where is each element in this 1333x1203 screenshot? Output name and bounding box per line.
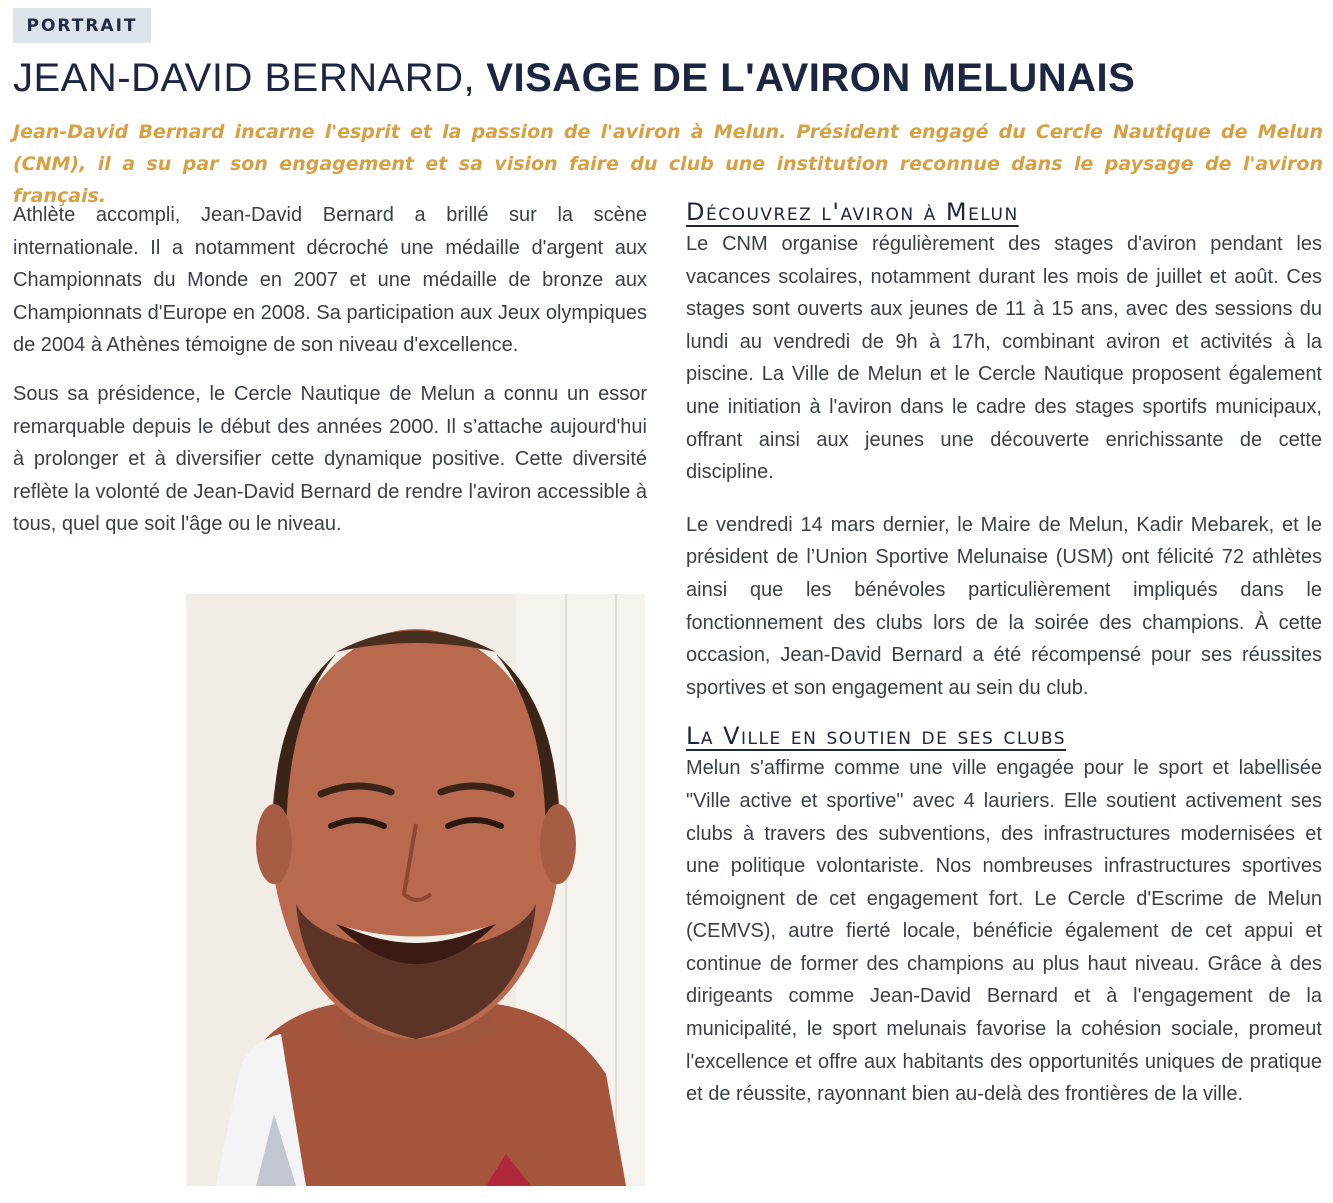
body-paragraph: Athlète accompli, Jean-David Bernard a brillé sur la scène internationale. Il a notamment décroché une médaille d'argent aux Championnats du Monde en 2007 et une médaille de bronze aux Championnats d'Europe en 2008. Sa participation aux Jeux olympiques de 2004 à Athènes témoigne de son niveau d'excellence. [13, 204, 647, 357]
left-column [13, 199, 647, 541]
portrait-photo [186, 594, 645, 1186]
body-paragraph: Melun s'affirme comme une ville engagée pour le sport et labellisée "Ville active et sportive" avec 4 lauriers. Elle soutient activement ses clubs à travers des subventions, des infrastructures modernisées et une politique volontariste. Nos nombreuses infrastructures sportives témoignent de cet engagement fort. Le Cercle d'Escrime de Melun (CEMVS), autre fierté locale, bénéficie également de cet appui et continue de former des champions au plus haut niveau. Grâce à des dirigeants comme Jean-David Bernard et à l'engagement de la municipalité, le sport melunais favorise la cohésion sociale, promeut l'excellence et offre aux habitants des opportunités uniques de pratique et de réussite, rayonnant bien au-delà des frontières de la ville. [686, 757, 1322, 1106]
portrait-illustration [186, 594, 645, 1186]
title-name: JEAN-DAVID BERNARD, [13, 56, 476, 100]
section-heading: Découvrez l'aviron à Melun [686, 198, 1019, 226]
right-column [686, 196, 1322, 1111]
page-title [13, 52, 1323, 104]
body-paragraph: Sous sa présidence, le Cercle Nautique de Melun a connu un essor remarquable depuis le début des années 2000. Il s’attache aujourd'hui à prolonger et à diversifier cette dynamique positive. Cette diversité reflète la volonté de Jean-David Bernard de rendre l'aviron accessible à tous, quel que soit l'âge ou le niveau. [13, 382, 647, 536]
body-paragraph: Le vendredi 14 mars dernier, le Maire de Melun, Kadir Mebarek, et le président de l’Union Sportive Melunaise (USM) ont félicité 72 athlètes ainsi que les bénévoles particulièrement impliqués dans le fonctionnement des clubs lors de la soirée des champions. À cette occasion, Jean-David Bernard a été récompensé pour ses réussites sportives et son engagement au sein du club. [686, 513, 1322, 699]
section-heading: La Ville en soutien de ses clubs [686, 722, 1067, 751]
section-tag: PORTRAIT [13, 8, 151, 43]
lead-paragraph: Jean-David Bernard incarne l'esprit et la passion de l'aviron à Melun. Président engagé du Cercle Nautique de Melun (CNM), il a su par son engagement et sa vision faire du club une institution reconnue dans le paysage de l'aviron français. [13, 121, 1323, 207]
title-headline: VISAGE DE L'AVIRON MELUNAIS [486, 56, 1136, 100]
body-paragraph: Le CNM organise régulièrement des stages d'aviron pendant les vacances scolaires, notamment durant les mois de juillet et août. Ces stages sont ouverts aux jeunes de 11 à 15 ans, avec des sessions du lundi au vendredi de 9h à 17h, combinant aviron et activités à la piscine. La Ville de Melun et le Cercle Nautique proposent également une initiation à l'aviron dans le cadre des stages sportifs municipaux, offrant ainsi aux jeunes une découverte enrichissante de cette discipline. [686, 233, 1322, 484]
